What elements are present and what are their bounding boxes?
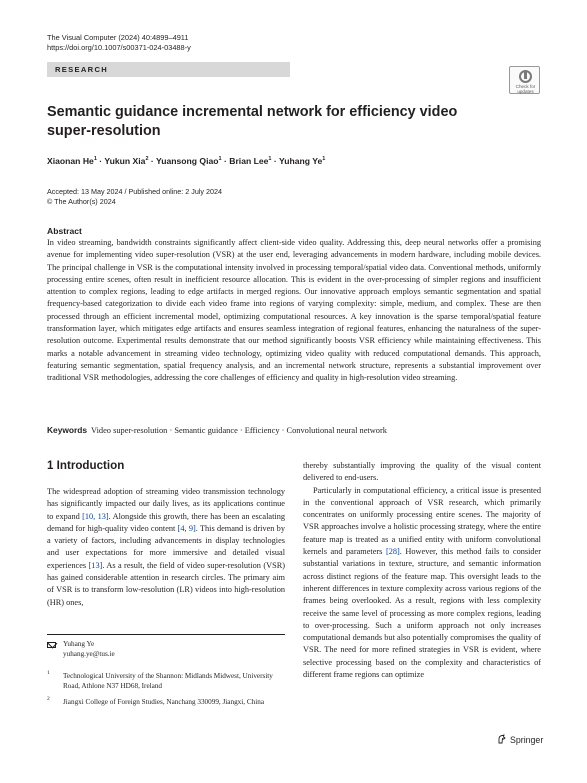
author-name[interactable]: Yuansong Qiao xyxy=(155,156,219,166)
author-list: Xiaonan $He^1$ · Yukun Xia$^2$ · Yuansong Qiao$^1$ · Brian Lee$^1$ · Yuhang Ye$^1$ xyxy=(47,156,326,166)
paragraph: thereby substantially improving the quality of the visual content delivered to end-users. xyxy=(303,461,541,483)
author-name[interactable]: Brian Lee xyxy=(229,156,269,166)
author-name[interactable]: Xiaonan He xyxy=(47,156,94,166)
author-name[interactable]: Yukun Xia xyxy=(104,156,146,166)
citation-link[interactable]: [4, 9] xyxy=(177,523,196,533)
journal-citation: The Visual Computer (2024) 40:4899–4911 xyxy=(47,33,189,42)
springer-horse-icon xyxy=(497,734,507,744)
body-column-right xyxy=(303,460,541,681)
publication-dates: Accepted: 13 May 2024 / Published online: 2 July 2024 xyxy=(47,187,223,196)
article-type-label: RESEARCH xyxy=(55,65,109,74)
author-name[interactable]: Yuhang Ye xyxy=(278,156,323,166)
keywords-list: Video super-resolution · Semantic guidance · Efficiency · Convolutional neural network xyxy=(91,426,387,435)
keywords-label: Keywords xyxy=(47,425,88,435)
affiliation: Technological University of the Shannon: Midlands Midwest, University Road, Athlone N37 HD68, Ireland xyxy=(63,672,273,690)
email-link[interactable]: yuhang.ye@tus.ie xyxy=(63,650,115,658)
citation-link[interactable]: [28] xyxy=(385,547,400,557)
paragraph: The widespread adoption of streaming video transmission technology has significantly impacted our daily lives, as its applications continue to expand [10, 13]. Alongside this growth, there has been an escalating demand for high-quality video content [4, 9]. This demand is driven by a variety of factors, including advancements in display technologies and user expectations for more immersive and detailed visual experiences [13]. As a result, the field of video super-resolution (VSR) has gained considerable attention in research circles. The primary aim of VSR is to transform low-resolution (LR) videos into high-resolution (HR) ones, xyxy=(47,487,285,607)
check-for-updates-button[interactable] xyxy=(509,66,540,94)
abstract-heading: Abstract xyxy=(47,226,82,236)
check-updates-label: Check for updates xyxy=(515,84,536,94)
envelope-icon xyxy=(47,642,56,648)
footnote-divider xyxy=(47,634,285,635)
abstract-text: In video streaming, bandwidth constraints significantly affect client-side video quality. Addressing this, deep neural networks offer a promising avenue for implementing video super-resolution (VSR) at the user end, leveraging advancements in modern hardware, including mobile devices. The principal challenge in VSR is the computational intensity involved in processing temporal/spatial video data. Conventional methods, uniformly processing entire scenes, often result in inefficient resource allocation. This is evident in the over-processing of simpler regions and insufficient attention to complex regions, leading to edge artifacts in merged regions. Our innovative approach employs semantic segmentation and spatial frequency-based categorization to divide each video frame into regions of varying complexity: simple, medium, and complex. These are then processed through an efficient incremental model, optimizing computational resources. A key innovation is the sparse temporal/spatial feature transformation layer, which mitigates edge artifacts and ensures seamless integration of regional features, enhancing the naturalness of the super-resolution outcome. Experimental results demonstrate that our method significantly boosts VSR efficiency while maintaining effectiveness. This marks a notable advancement in streaming video technology, optimizing video quality with reduced computational demands. This approach, featuring semantic segmentation, spatial frequency analysis, and an incremental network structure, represents a substantial improvement over traditional VSR methodologies, addressing the core challenges of efficiency and quality in high-resolution video streaming. xyxy=(47,238,541,383)
paper-title: Semantic guidance incremental network for efficiency video super-resolution xyxy=(47,104,458,139)
paragraph: Particularly in computational efficiency, a critical issue is presented in the conventional approach of VSR research, which primarily concentrates on uniformly processing entire scenes. The majority of VSR approaches involve a holistic processing strategy, where the entire feature map is treated as a unified entity with uniform convolutional kernels and parameters [28]. However, this method fails to consider substantial variations in texture, structure, and semantic information across distinct regions of the feature map. This oversight leads to the inherent differences in texture complexity across various regions of the frames being overlooked. As a result, regions with less complexity receive the same level of processing as more complex regions, leading to over-processing. Such a uniform approach not only increases computational demands but also potentially compromises the quality of VSR. The need for more refined strategies in VSR is evident, where selective processing based on the complexity and characteristics of different frame regions can optimize xyxy=(303,485,541,680)
publisher-name: Springer xyxy=(510,735,544,745)
section-heading: 1 Introduction xyxy=(47,459,125,472)
doi-link[interactable]: https://doi.org/10.1007/s00371-024-03488-y xyxy=(47,43,191,52)
affiliation: Jiangxi College of Foreign Studies, Nanchang 330099, Jiangxi, China xyxy=(63,698,265,706)
correspondence xyxy=(63,639,115,659)
body-column-left xyxy=(47,486,285,609)
affiliation-number: 2 xyxy=(47,696,50,702)
citation-link[interactable]: [10, 13] xyxy=(82,511,109,521)
copyright-notice: © The Author(s) 2024 xyxy=(47,197,116,206)
publisher-logo xyxy=(497,734,543,745)
corresponding-author: Yuhang Ye xyxy=(63,640,95,648)
affiliation-number: 1 xyxy=(47,670,50,676)
keywords xyxy=(47,425,387,435)
citation-link[interactable]: [13] xyxy=(88,560,103,570)
